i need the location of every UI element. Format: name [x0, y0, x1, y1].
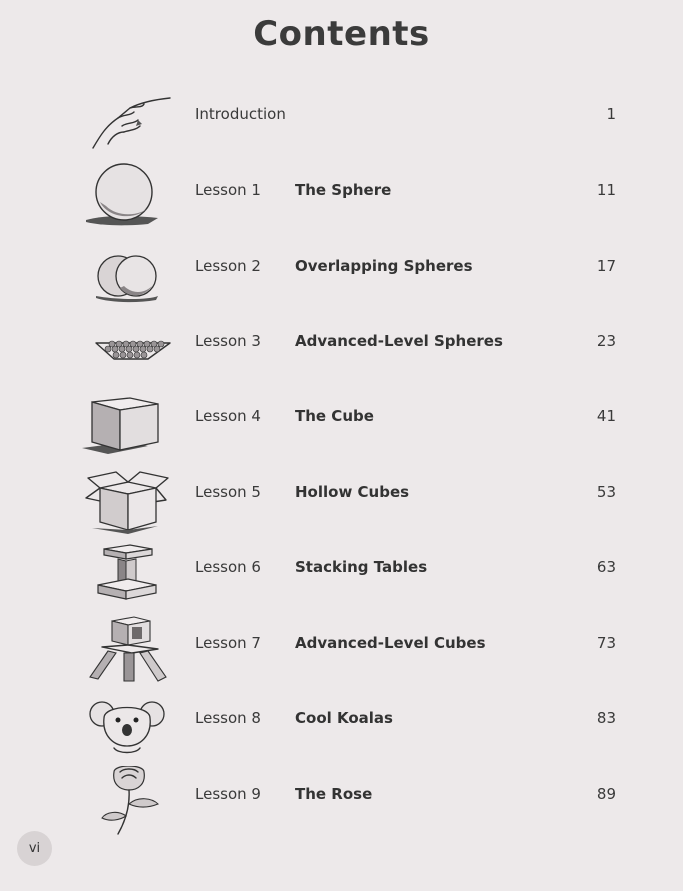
sphere-icon — [78, 162, 178, 232]
entry-page-number: 73 — [596, 634, 616, 652]
entry-label: Lesson 5 — [195, 483, 261, 501]
cube-structure-icon — [78, 615, 178, 685]
entry-label: Lesson 2 — [195, 257, 261, 275]
entry-label: Introduction — [195, 105, 286, 123]
cube-icon — [78, 388, 178, 458]
stacked-tables-icon — [78, 539, 178, 609]
koala-icon — [78, 690, 178, 760]
sphere-pyramid-icon — [78, 313, 178, 383]
open-box-icon — [78, 464, 178, 534]
entry-page-number: 11 — [596, 181, 616, 199]
entry-title: Hollow Cubes — [295, 483, 410, 501]
entry-label: Lesson 1 — [195, 181, 261, 199]
entry-title: The Rose — [295, 785, 373, 803]
entry-title: Overlapping Spheres — [295, 257, 473, 275]
overlapping-spheres-icon — [78, 238, 178, 308]
entry-page-number: 1 — [606, 105, 616, 123]
page-folio: vi — [17, 831, 52, 866]
entry-page-number: 23 — [596, 332, 616, 350]
entry-label: Lesson 8 — [195, 709, 261, 727]
entry-label: Lesson 4 — [195, 407, 261, 425]
entry-title: Advanced-Level Spheres — [295, 332, 503, 350]
entry-label: Lesson 3 — [195, 332, 261, 350]
entry-page-number: 41 — [596, 407, 616, 425]
toc-entry-lesson-9[interactable] — [0, 785, 683, 856]
entry-label: Lesson 7 — [195, 634, 261, 652]
entry-label: Lesson 6 — [195, 558, 261, 576]
entry-page-number: 17 — [596, 257, 616, 275]
page-title: Contents — [253, 14, 430, 54]
entry-label: Lesson 9 — [195, 785, 261, 803]
entry-title: Cool Koalas — [295, 709, 393, 727]
entry-title: Advanced-Level Cubes — [295, 634, 486, 652]
entry-page-number: 89 — [596, 785, 616, 803]
entry-page-number: 63 — [596, 558, 616, 576]
pointing-hand-icon — [78, 86, 178, 156]
entry-title: The Sphere — [295, 181, 392, 199]
entry-page-number: 53 — [596, 483, 616, 501]
entry-title: Stacking Tables — [295, 558, 428, 576]
entry-page-number: 83 — [596, 709, 616, 727]
rose-icon — [78, 766, 178, 836]
entry-title: The Cube — [295, 407, 374, 425]
